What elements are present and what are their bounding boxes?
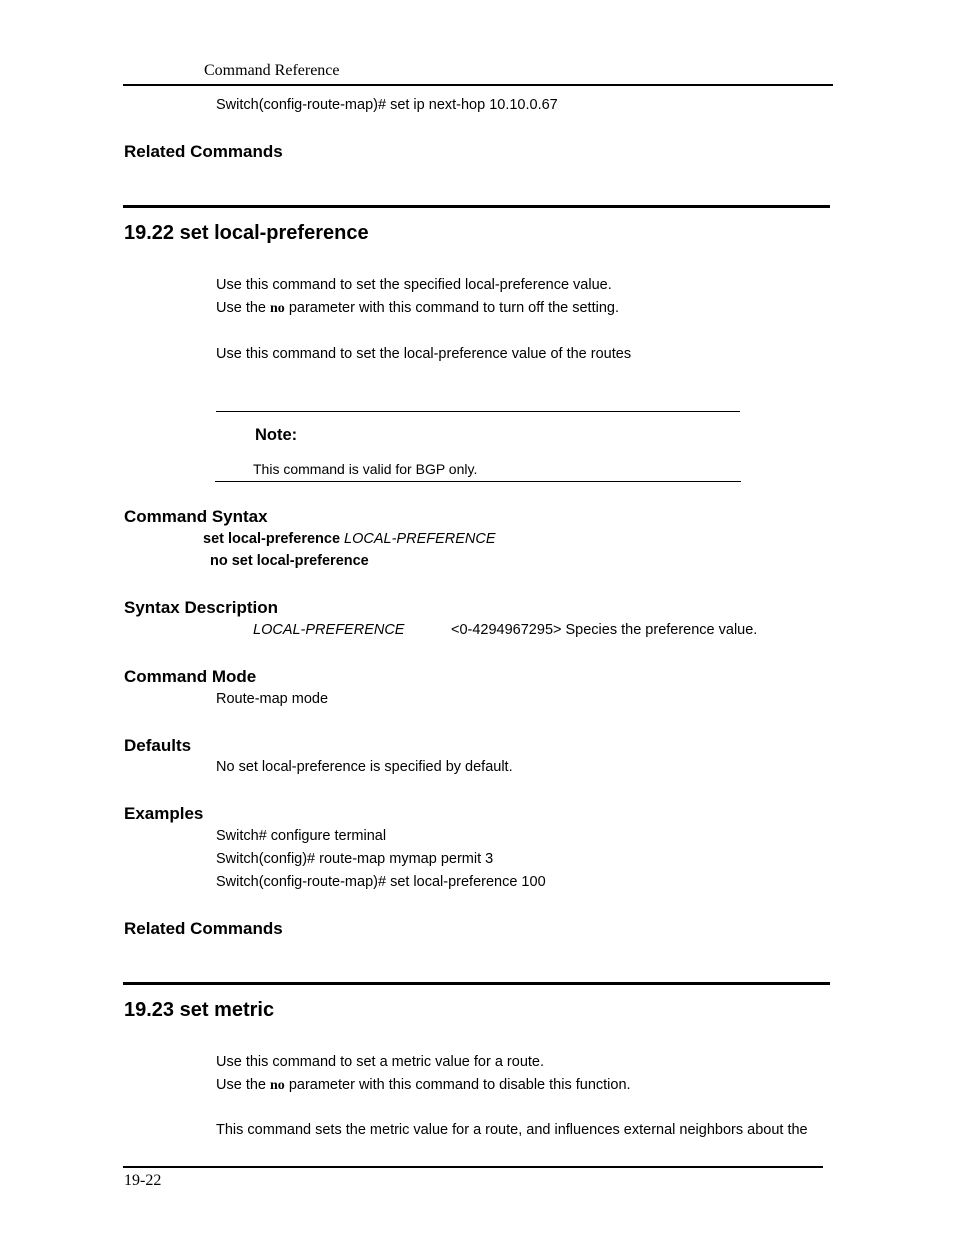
section-rule [123,982,830,985]
syntax-line-no: no set local-preference [210,553,369,569]
examples-heading: Examples [124,804,204,823]
text-segment: Use the [216,1077,270,1093]
section-rule [123,205,830,208]
related-commands-heading: Related Commands [124,142,283,161]
command-mode-value: Route-map mode [216,691,329,707]
note-text: This command is valid for BGP only. [253,461,478,477]
footer-rule [123,1166,823,1168]
text-segment: Use the [216,300,270,316]
example-line: Switch# configure terminal [216,828,387,844]
command-mode-heading: Command Mode [124,667,257,686]
header-rule [123,84,833,86]
page-number: 19-22 [124,1172,162,1189]
running-header: Command Reference [204,62,340,79]
note-top-rule [216,411,740,412]
usage-guide: This command sets the metric value for a route, and influences external neighbors about the [216,1122,808,1138]
keyword-no: no [270,1078,285,1093]
example-line: Switch(config-route-map)# set ip next-hop 10.10.0.67 [216,97,558,113]
description-line: Use this command to set the specified local-preference value. [216,277,612,293]
section-title: 19.23 set metric [124,999,275,1021]
syntax-parameter: LOCAL-PREFERENCE [344,531,496,547]
description-line [216,300,619,317]
section-title: 19.22 set local-preference [124,222,369,244]
syntax-line [203,531,496,547]
defaults-heading: Defaults [124,736,192,755]
parameter-name: LOCAL-PREFERENCE [253,622,405,638]
syntax-description-heading: Syntax Description [124,598,278,617]
keyword-no: no [270,301,285,316]
note-bottom-rule [215,481,741,482]
description-line [216,1077,631,1094]
usage-guide: Use this command to set the local-preference value of the routes [216,346,632,362]
defaults-value: No set local-preference is specified by default. [216,759,513,775]
syntax-command: set local-preference [203,531,345,547]
related-commands-heading: Related Commands [124,919,283,938]
note-title: Note: [255,426,298,444]
example-line: Switch(config)# route-map mymap permit 3 [216,851,494,867]
description-line: Use this command to set a metric value for a route. [216,1054,544,1070]
text-segment: parameter with this command to disable this function. [284,1077,631,1093]
example-line: Switch(config-route-map)# set local-preference 100 [216,874,546,890]
parameter-description: <0-4294967295> Species the preference value. [451,622,758,638]
text-segment: parameter with this command to turn off the setting. [284,300,619,316]
command-syntax-heading: Command Syntax [124,507,268,526]
